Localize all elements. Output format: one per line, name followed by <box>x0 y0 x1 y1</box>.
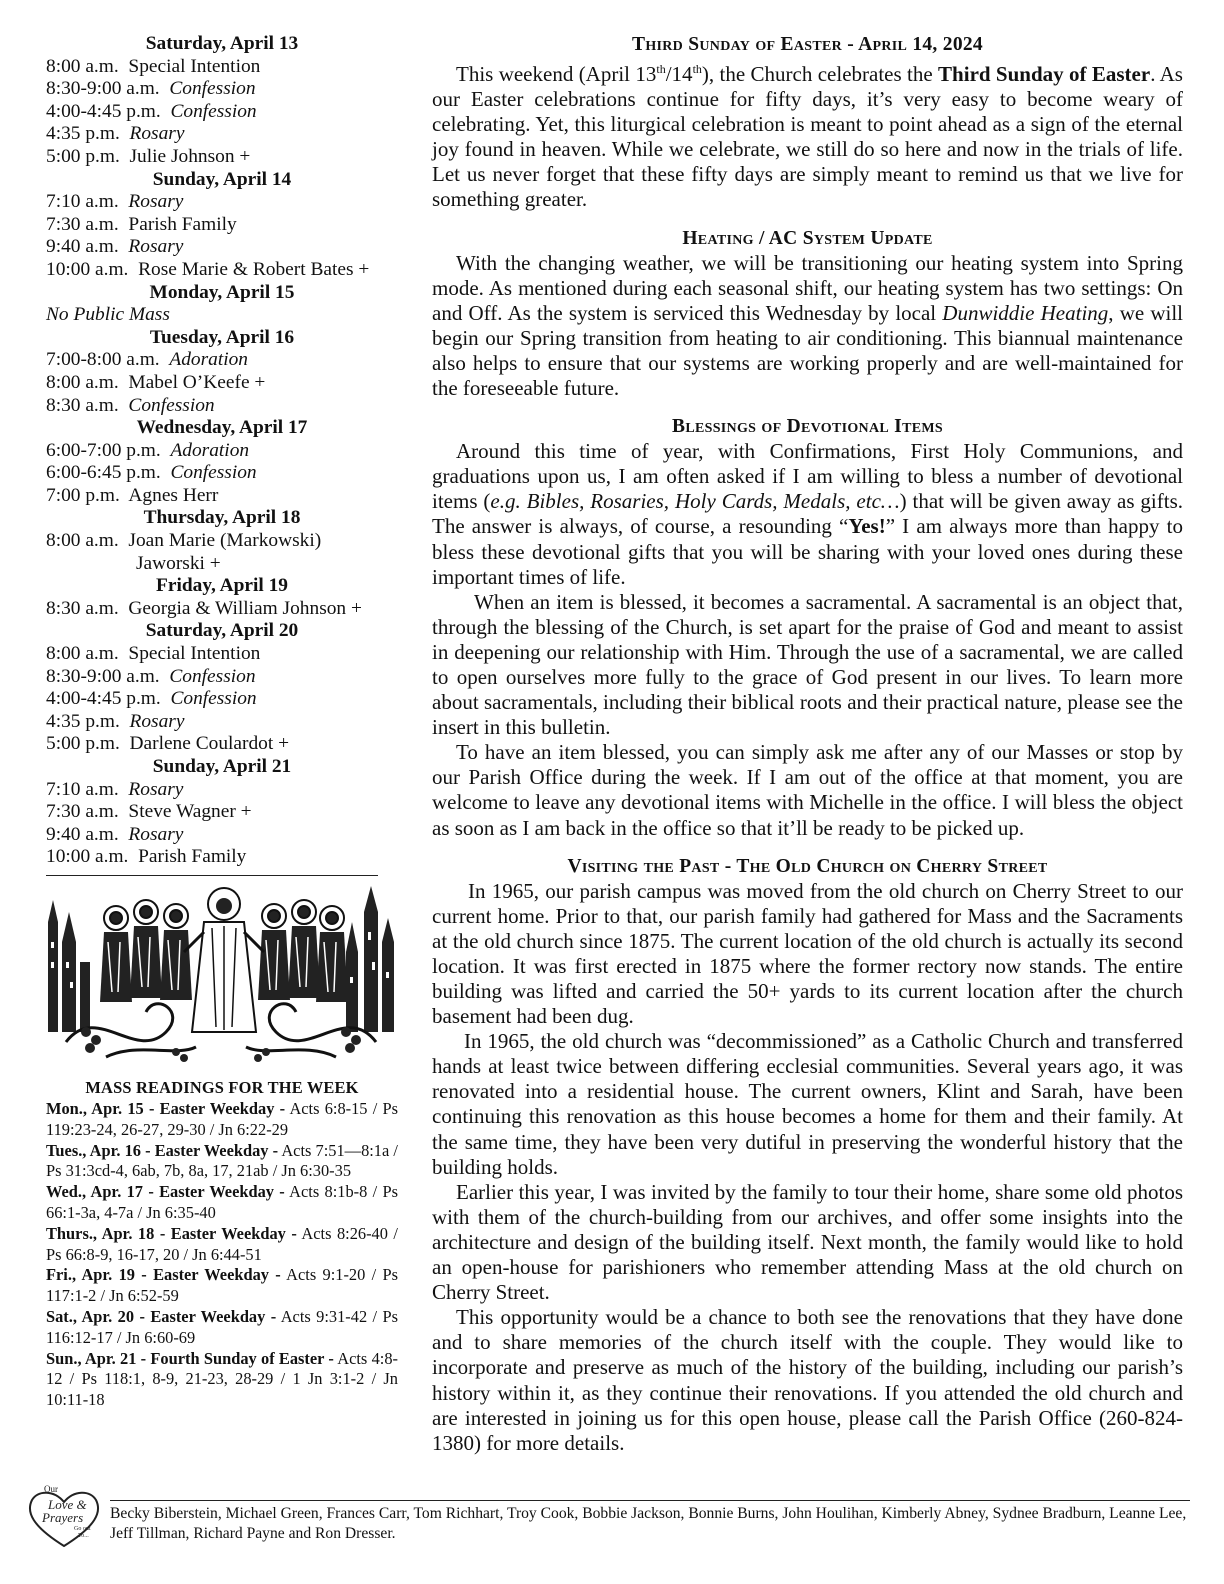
schedule-time: 4:00-4:45 p.m. <box>46 688 161 710</box>
risen-christ-illustration <box>46 882 398 1065</box>
schedule-description: Adoration <box>170 439 250 461</box>
schedule-time: 7:00-8:00 a.m. <box>46 349 160 371</box>
blessings-article-paragraph-1: Around this time of year, with Confirmations, First Holy Communions, and graduations upon us, I am often asked if I am willing to bless a number of devotional items (e.g. Bibles, Rosaries, Holy Cards, Medals, etc…) that will be given away as gifts. The answer is always, of course, a resounding “Yes!” I am always more than happy to bless these devotional gifts that you will be sharing with your loved ones during these important times of life. <box>432 439 1183 589</box>
footer-divider <box>110 1500 1190 1501</box>
schedule-entry <box>46 349 398 372</box>
schedule-entry <box>46 824 398 847</box>
reading-item <box>46 1265 398 1307</box>
schedule-entry <box>46 733 398 756</box>
schedule-time: 8:30-9:00 a.m. <box>46 78 160 100</box>
schedule-time: 8:30 a.m. <box>46 394 119 416</box>
schedule-time: 4:00-4:45 p.m. <box>46 100 161 122</box>
schedule-time: 8:30-9:00 a.m. <box>46 665 160 687</box>
past-article-paragraph-1: In 1965, our parish campus was moved from the old church on Cherry Street to our current home. Prior to that, our parish family had gathered for Mass and the Sacraments at the old church since 1875. The current location of the old church is actually its second location. It was first erected in 1875 where the former rectory now stands. The entire building was lifted and carried the 50+ yards to its current location after the church basement had been dug. <box>432 878 1183 1029</box>
schedule-description: Joan Marie (Markowski) <box>128 530 322 552</box>
schedule-entry <box>46 846 398 869</box>
reading-item <box>46 1224 398 1266</box>
schedule-entry <box>46 643 398 666</box>
reading-citations: Acts 9:31-42 / Ps 116:12-17 / Jn 6:60-69 <box>46 1306 398 1347</box>
schedule-description: Parish Family <box>138 846 247 868</box>
schedule-description: Rosary <box>129 710 185 732</box>
schedule-description: Rosary <box>128 778 184 800</box>
blessings-article-paragraph-3: To have an item blessed, you can simply ask me after any of our Masses or stop by our Parish Office during the week. If I am out of the office at that moment, you are welcome to leave any devotional items with Michelle in the office. I will bless the object as soon as I am back in the office so that it’ll be ready to be picked up. <box>432 740 1183 840</box>
schedule-time: 6:00-6:45 p.m. <box>46 462 161 484</box>
schedule-time: 5:00 p.m. <box>46 733 120 755</box>
schedule-entry <box>46 462 398 485</box>
schedule-time: 7:30 a.m. <box>46 801 119 823</box>
schedule-entry <box>46 372 398 395</box>
schedule-entry <box>46 485 398 508</box>
schedule-time: 5:00 p.m. <box>46 145 120 167</box>
schedule-description: Adoration <box>169 349 248 371</box>
schedule-time: 8:00 a.m. <box>46 371 119 393</box>
schedule-time: 7:10 a.m. <box>46 191 119 213</box>
logo-text-our: Our <box>44 1484 58 1494</box>
easter-article-paragraph: This weekend (April 13th/14th), the Church celebrates the Third Sunday of Easter. As our Easter celebrations continue for fifty days, it’s very easy to become weary of celebrating. Yet, this liturgical celebration is meant to point ahead as a sign of the eternal joy found in heaven. While we celebrate, we still do so here and now in the trials of life. Let us never forget that these fifty days are simply meant to remind us that we live for something greater. <box>432 62 1183 212</box>
schedule-description: Rosary <box>128 236 184 258</box>
schedule-time: 6:00-7:00 p.m. <box>46 439 161 461</box>
schedule-entry <box>46 56 398 79</box>
schedule-description: Confession <box>169 78 256 100</box>
schedule-description: Rosary <box>129 123 185 145</box>
schedule-time: 7:30 a.m. <box>46 213 119 235</box>
schedule-description: Georgia & William Johnson + <box>128 597 362 619</box>
schedule-description: Darlene Coulardot + <box>129 733 290 755</box>
prayer-list-footer <box>22 1482 1190 1550</box>
schedule-day-heading: Sunday, April 21 <box>152 756 292 777</box>
schedule-entry <box>46 395 398 418</box>
schedule-time: 7:00 p.m. <box>46 484 120 506</box>
schedule-time: 7:10 a.m. <box>46 778 119 800</box>
schedule-description: Steve Wagner + <box>128 801 252 823</box>
schedule-entry <box>46 214 398 237</box>
schedule-day-heading: Saturday, April 20 <box>145 620 299 642</box>
schedule-entry <box>46 598 398 621</box>
logo-text-love: Love & <box>48 1497 87 1512</box>
past-article-paragraph-4: This opportunity would be a chance to both see the renovations that they have done and to share memories of the church itself with the couple. They would like to incorporate and preserve as much of the history of the building, including our parish’s history within it, as they continue their renovations. If you attended the old church and are interested in joining us for this open house, please call the Parish Office (260-824-1380) for more details. <box>432 1305 1183 1455</box>
schedule-time: 4:35 p.m. <box>46 710 120 732</box>
schedule-day-heading: Monday, April 15 <box>149 281 295 303</box>
schedule-entry <box>46 779 398 802</box>
reading-day-label: Sun., Apr. 21 - Fourth Sunday of Easter - <box>46 1348 334 1368</box>
schedule-entry <box>46 191 398 214</box>
schedule-description: Julie Johnson + <box>129 145 251 167</box>
schedule-time: 10:00 a.m. <box>46 258 129 280</box>
past-article-paragraph-3: Earlier this year, I was invited by the family to tour their home, share some old photos with them of the church-building from our archives, and offer some insights into the architecture and design of the building itself. Next month, the family would like to hold an open-house for parishioners who remember attending Mass at the old church on Cherry Street. <box>432 1179 1183 1305</box>
blessings-article-title: Blessings of Devotional Items <box>672 416 943 438</box>
schedule-entry <box>46 688 398 711</box>
easter-article-title: Third Sunday of Easter - April 14, 2024 <box>632 34 983 55</box>
heating-article-title: Heating / AC System Update <box>682 227 933 249</box>
mass-readings-title: MASS READINGS FOR THE WEEK <box>85 1077 359 1097</box>
schedule-entry <box>46 666 398 689</box>
reading-day-label: Tues., Apr. 16 - Easter Weekday - <box>46 1140 279 1160</box>
schedule-entry <box>46 711 398 734</box>
reading-day-label: Fri., Apr. 19 - Easter Weekday - <box>46 1265 281 1285</box>
heating-article-paragraph: With the changing weather, we will be transitioning our heating system into Spring mode. As mentioned during each seasonal shift, our heating system has two settings: On and Off. As the system is serviced this Wednesday by local Dunwiddie Heating, we will begin our Spring transition from heating to air conditioning. This biannual maintenance also helps to ensure that our systems are working properly and are well-maintained for the foreseeable future. <box>432 250 1184 401</box>
schedule-day-heading: Wednesday, April 17 <box>136 417 308 439</box>
logo-text-to: To... <box>78 1533 89 1539</box>
schedule-description: No Public Mass <box>46 304 170 326</box>
reading-day-label: Thurs., Apr. 18 - Easter Weekday - <box>46 1223 297 1243</box>
schedule-entry <box>46 259 398 282</box>
schedule-description: Confession <box>128 394 215 416</box>
reading-citations: Acts 8:1b-8 / Ps 66:1-3a, 4-7a / Jn 6:35-40 <box>46 1182 398 1222</box>
logo-text-prayers: Prayers <box>42 1510 84 1525</box>
schedule-entry <box>46 123 398 146</box>
reading-citations: Acts 4:8-12 / Ps 118:1, 8-9, 21-23, 28-29 / 1 Jn 3:1-2 / Jn 10:11-18 <box>46 1348 398 1410</box>
schedule-description-continued: Jaworski + <box>136 552 221 574</box>
schedule-entry <box>46 78 398 101</box>
past-article-title: Visiting the Past - The Old Church on Cherry Street <box>567 855 1048 877</box>
schedule-description: Parish Family <box>128 213 237 235</box>
schedule-entry <box>46 801 398 824</box>
schedule-description: Mabel O’Keefe + <box>128 371 266 393</box>
reading-citations: Acts 9:1-20 / Ps 117:1-2 / Jn 6:52-59 <box>46 1265 398 1306</box>
schedule-description: Agnes Herr <box>128 484 219 506</box>
schedule-entry <box>46 440 398 463</box>
schedule-time: 9:40 a.m. <box>46 823 119 845</box>
mass-schedule <box>46 33 398 869</box>
reading-citations: Acts 8:26-40 / Ps 66:8-9, 16-17, 20 / Jn 6:44-51 <box>46 1223 398 1264</box>
schedule-day-heading: Thursday, April 18 <box>143 507 301 529</box>
schedule-entry <box>46 146 398 169</box>
past-article-paragraph-2: In 1965, the old church was “decommissioned” as a Catholic Church and transferred hands at least twice between differing ecclesial communities. Several years ago, it was renovated into a residential house. The current owners, Klint and Sarah, have been continuing this renovation as this house becomes a home for them and their family. At the same time, they have been very dutiful in preserving the wonderful history that the building holds. <box>432 1029 1183 1179</box>
divider <box>46 875 378 876</box>
schedule-description: Rosary <box>128 191 184 213</box>
reading-item <box>46 1307 398 1349</box>
schedule-entry <box>46 101 398 124</box>
love-and-prayers-heart-logo <box>22 1482 106 1550</box>
schedule-description: Special Intention <box>128 643 261 665</box>
reading-citations: Acts 7:51—8:1a / Ps 31:3cd-4, 6ab, 7b, 8a, 17, 21ab / Jn 6:30-35 <box>46 1140 398 1181</box>
reading-day-label: Sat., Apr. 20 - Easter Weekday - <box>46 1306 277 1326</box>
schedule-day-heading: Tuesday, April 16 <box>149 326 295 348</box>
schedule-description: Confession <box>170 100 257 122</box>
schedule-description: Special Intention <box>128 55 261 77</box>
schedule-time: 4:35 p.m. <box>46 123 120 145</box>
schedule-time: 8:00 a.m. <box>46 643 119 665</box>
schedule-description: Rose Marie & Robert Bates + <box>138 258 370 280</box>
schedule-day-heading: Sunday, April 14 <box>152 168 292 190</box>
schedule-entry <box>46 530 398 575</box>
right-column <box>432 33 1183 1456</box>
reading-item <box>46 1182 398 1224</box>
reading-item <box>46 1141 398 1183</box>
left-column <box>46 33 398 1411</box>
blessings-article-paragraph-2: When an item is blessed, it becomes a sacramental. A sacramental is an object that, through the blessing of the Church, is set apart for the praise of God and meant to assist in deepening our relationship with Him. Through the use of a sacramental, we are called to open ourselves more fully to the grace of God present in our lives. To learn more about sacramentals, including their biblical roots and their practical nature, please see the insert in this bulletin. <box>432 589 1183 740</box>
reading-item <box>46 1349 398 1411</box>
prayer-list-names: Becky Biberstein, Michael Green, Frances Carr, Tom Richhart, Troy Cook, Bobbie Jackson, Bonnie Burns, John Houlihan, Kimberly Abney, Sydnee Bradburn, Leanne Lee, Jeff Tillman, Richard Payne and Ron Dresser. <box>110 1505 1187 1542</box>
schedule-time: 8:30 a.m. <box>46 597 119 619</box>
reading-day-label: Mon., Apr. 15 - Easter Weekday - <box>46 1098 286 1118</box>
schedule-description: Confession <box>169 665 256 687</box>
schedule-description: Confession <box>170 688 257 710</box>
reading-day-label: Wed., Apr. 17 - Easter Weekday - <box>46 1182 285 1202</box>
schedule-time: 8:00 a.m. <box>46 55 119 77</box>
schedule-entry <box>46 304 398 327</box>
mass-readings-list <box>46 1099 398 1411</box>
schedule-time: 9:40 a.m. <box>46 236 119 258</box>
schedule-day-heading: Friday, April 19 <box>156 575 288 597</box>
schedule-description: Confession <box>170 462 257 484</box>
schedule-description: Rosary <box>128 823 184 845</box>
logo-text-go-out: Go out <box>74 1526 91 1532</box>
schedule-time: 10:00 a.m. <box>46 846 129 868</box>
schedule-time: 8:00 a.m. <box>46 530 119 552</box>
schedule-entry <box>46 236 398 259</box>
schedule-day-heading: Saturday, April 13 <box>145 33 299 54</box>
reading-citations: Acts 6:8-15 / Ps 119:23-24, 26-27, 29-30 / Jn 6:22-29 <box>46 1098 398 1139</box>
reading-item <box>46 1099 398 1141</box>
